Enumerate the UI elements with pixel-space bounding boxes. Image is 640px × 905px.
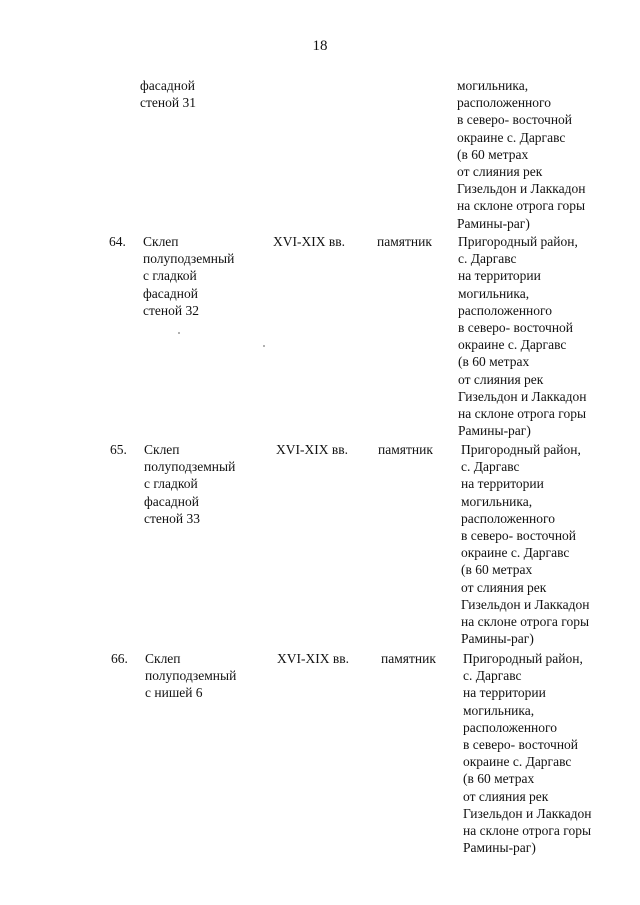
scan-speck: [178, 332, 180, 334]
row-location: Пригородный район, с. Даргавс на территории могильника, расположенного в северо- восточной окраине с. Даргавс (в 60 метрах от слияния рек Гизельдон и Лаккадон на склоне отрога горы Рамины-раг): [461, 442, 590, 647]
row-period: XVI-XIX вв.: [277, 651, 349, 666]
row-location: Пригородный район, с. Даргавс на территории могильника, расположенного в северо- восточной окраине с. Даргавс (в 60 метрах от слияния рек Гизельдон и Лаккадон на склоне отрога горы Рамины-раг): [458, 234, 587, 439]
row-name: Склеп полуподземный с гладкой фасадной стеной 33: [144, 442, 236, 526]
row-number: 65.: [110, 442, 127, 457]
row-category: памятник: [378, 442, 433, 457]
row-category: памятник: [377, 234, 432, 249]
row-name: Склеп полуподземный с гладкой фасадной стеной 32: [143, 234, 235, 318]
row-location: Пригородный район, с. Даргавс на территории могильника, расположенного в северо- восточной окраине с. Даргавс (в 60 метрах от слияния рек Гизельдон и Лаккадон на склоне отрога горы Рамины-раг): [463, 651, 592, 856]
row-period: XVI-XIX вв.: [276, 442, 348, 457]
row-category: памятник: [381, 651, 436, 666]
scan-speck: [263, 345, 265, 347]
row-name: Склеп полуподземный с нишей 6: [145, 651, 237, 701]
row-location: могильника, расположенного в северо- восточной окраине с. Даргавс (в 60 метрах от слияния рек Гизельдон и Лаккадон на склоне отрога горы Рамины-раг): [457, 78, 586, 231]
row-period: XVI-XIX вв.: [273, 234, 345, 249]
row-name: фасадной стеной 31: [140, 78, 196, 111]
page-number: 18: [312, 38, 328, 54]
row-number: 66.: [111, 651, 128, 666]
row-number: 64.: [109, 234, 126, 249]
